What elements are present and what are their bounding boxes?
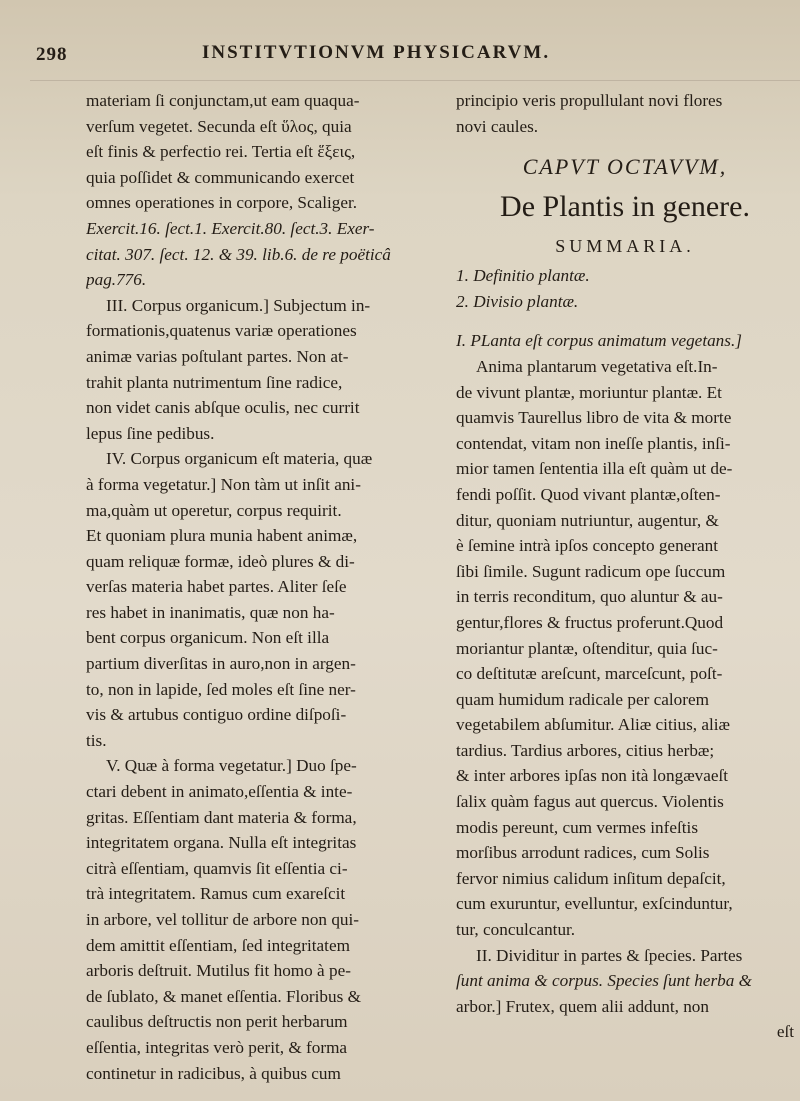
text-line: moriantur plantæ, oſtenditur, quia ſuc-	[456, 638, 718, 658]
text-line: arbor.] Frutex, quem alii addunt, non	[456, 996, 709, 1016]
text-line: animæ varias poſtulant partes. Non at-	[86, 346, 349, 366]
section-heading: De Plantis in genere.	[500, 190, 750, 224]
catchword: eſt	[776, 1022, 794, 1042]
text-line: pag.776.	[86, 270, 147, 290]
text-line: verſum vegetet. Secunda eſt ὕλος, quia	[86, 116, 352, 136]
text-line: ſunt anima & corpus. Species ſunt herba &	[456, 971, 752, 991]
text-line: bent corpus organicum. Non eſt illa	[86, 628, 330, 648]
text-line: fendi poſſit. Quod vivant plantæ,oſten-	[456, 484, 721, 504]
text-line: citat. 307. ſect. 12. & 39. lib.6. de re poëticâ	[86, 244, 391, 264]
text-line: in terris reconditum, quo aluntur & au-	[456, 587, 723, 607]
text-line: contendat, vitam non ineſſe plantis, inſi-	[456, 433, 731, 453]
text-line: lepus ſine pedibus.	[86, 423, 215, 443]
text-line: quam reliquæ formæ, ideò plures & di-	[86, 551, 355, 571]
text-line: de ſublato, & manet eſſentia. Floribus &	[86, 986, 361, 1006]
text-line: materiam ſi conjunctam,ut eam quaqua-	[86, 91, 360, 110]
text-line: fervor nimius calidum inſitum depaſcit,	[456, 868, 726, 888]
text-line: principio veris propullulant novi flores	[456, 91, 723, 110]
text-line: tur, conculcantur.	[456, 920, 576, 940]
text-line: de vivunt plantæ, moriuntur plantæ. Et	[456, 382, 722, 402]
text-line: à forma vegetatur.] Non tàm ut inſit ani-	[86, 474, 361, 494]
text-line: quam humidum radicale per calorem	[456, 689, 709, 709]
text-line: IV. Corpus organicum eſt materia, quæ	[106, 449, 373, 469]
text-line: trà integritatem. Ramus cum exareſcit	[86, 884, 346, 904]
text-line: è ſemine intrà ipſos concepto generant	[456, 536, 719, 556]
spacer	[456, 139, 794, 149]
text-line: Anima plantarum vegetativa eſt.In-	[476, 356, 718, 376]
left-column	[86, 88, 426, 1086]
page-header	[22, 40, 782, 74]
text-line: modis pereunt, cum vermes infeſtis	[456, 817, 699, 837]
text-line: res habet in inanimatis, quæ non ha-	[86, 602, 335, 622]
text-line: omnes operationes in corpore, Scaliger.	[86, 193, 358, 213]
text-line: ſalix quàm fagus aut quercus. Violentis	[456, 792, 724, 812]
text-line: gritas. Eſſentiam dant materia & forma,	[86, 807, 357, 827]
summary-item: 2. Divisio plantæ.	[456, 291, 579, 311]
text-line: morſibus arrodunt radices, cum Solis	[456, 843, 710, 863]
text-line: II. Dividitur in partes & ſpecies. Partes	[476, 945, 743, 965]
text-line: ſibi ſimile. Sugunt radicum ope ſuccum	[456, 561, 726, 581]
text-line: cum exuruntur, evelluntur, exſcinduntur,	[456, 894, 733, 914]
summary-item: 1. Definitio plantæ.	[456, 266, 590, 286]
summary-title: SUMMARIA.	[555, 236, 695, 257]
text-line: Exercit.16. ſect.1. Exercit.80. ſect.3. Exer-	[86, 218, 375, 238]
text-line: eſt finis & perfectio rei. Tertia eſt ἕξεις,	[86, 142, 356, 162]
text-line: non videt canis abſque oculis, nec currit	[86, 398, 360, 418]
text-line: ma,quàm ut operetur, corpus requirit.	[86, 500, 342, 520]
text-line: co deſtitutæ areſcunt, marceſcunt, poſt-	[456, 664, 723, 684]
text-line: trahit planta nutrimentum ſine radice,	[86, 372, 343, 392]
text-line: quia poſſidet & communicando exercet	[86, 167, 355, 187]
right-column	[456, 88, 794, 1045]
text-line: to, non in lapide, ſed moles eſt ſine ner-	[86, 679, 356, 699]
text-line: quamvis Taurellus libro de vita & morte	[456, 408, 732, 428]
text-line: dem amittit eſſentiam, ſed integritatem	[86, 935, 350, 955]
paragraph-first-line: I. PLanta eſt corpus animatum vegetans.]	[456, 331, 742, 351]
text-line: eſſentia, integritas verò perit, & forma	[86, 1037, 348, 1057]
text-line: ditur, quoniam nutriuntur, augentur, &	[456, 510, 719, 530]
text-line: V. Quæ à forma vegetatur.] Duo ſpe-	[106, 756, 357, 776]
text-line: Et quoniam plura munia habent animæ,	[86, 526, 358, 546]
text-line: citrà eſſentiam, quamvis ſit eſſentia ci-	[86, 858, 348, 878]
chapter-title: CAPVT OCTAVVM,	[522, 154, 728, 180]
text-line: tardius. Tardius arbores, citius herbæ;	[456, 740, 715, 760]
spacer	[456, 314, 794, 328]
text-line: & inter arbores ipſas non ità longævaeſt	[456, 766, 729, 786]
text-line: mior tamen ſententia illa eſt quàm ut de-	[456, 459, 733, 479]
text-line: vegetabilem abſumitur. Aliæ citius, aliæ	[456, 715, 731, 735]
text-line: vis & artubus contiguo ordine diſpoſi-	[86, 705, 347, 725]
text-line: III. Corpus organicum.] Subjectum in-	[106, 295, 371, 315]
page-number: 298	[36, 44, 68, 65]
header-rule	[30, 80, 800, 81]
text-line: formationis,quatenus variæ operationes	[86, 321, 357, 341]
running-title: INSTITVTIONVM PHYSICARVM.	[202, 42, 551, 63]
text-line: arboris deſtruit. Mutilus fit homo à pe-	[86, 961, 351, 981]
text-line: gentur,flores & fructus proferunt.Quod	[456, 612, 724, 632]
text-line: tis.	[86, 730, 107, 750]
text-line: in arbore, vel tollitur de arbore non qui-	[86, 910, 360, 929]
text-line: novi caules.	[456, 116, 539, 136]
text-line: partium diverſitas in auro,non in argen-	[86, 654, 356, 674]
text-line: integritatem organa. Nulla eſt integritas	[86, 833, 357, 853]
text-line: caulibus deſtructis non perit herbarum	[86, 1012, 348, 1032]
text-line: continetur in radicibus, à quibus cum	[86, 1063, 341, 1083]
text-line: ctari debent in animato,eſſentia & inte-	[86, 782, 353, 802]
text-line: verſas materia habet partes. Aliter ſeſe	[86, 577, 347, 597]
